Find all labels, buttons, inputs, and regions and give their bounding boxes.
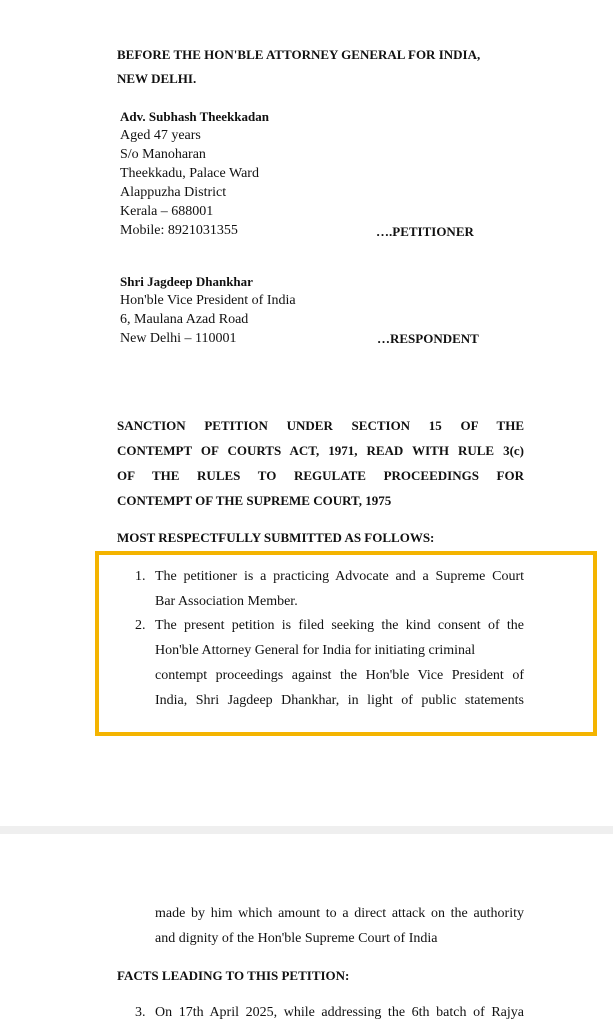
item-line: The petitioner is a practicing Advocate and a Supreme Court [155,569,524,584]
petitioner-detail: Aged 47 years [120,128,201,143]
item-line: contempt proceedings against the Hon'ble Vice President of [155,668,524,683]
submission-heading: MOST RESPECTFULLY SUBMITTED AS FOLLOWS: [117,530,435,545]
facts-heading: FACTS LEADING TO THIS PETITION: [117,968,350,983]
item-line: The present petition is filed seeking the kind consent of the [155,618,524,633]
heading-line-1: BEFORE THE HON'BLE ATTORNEY GENERAL FOR INDIA, [117,47,481,62]
respondent-detail: New Delhi – 110001 [120,331,237,346]
petition-title-line: SANCTION PETITION UNDER SECTION 15 OF THE [117,418,524,433]
petitioner-detail: Kerala – 688001 [120,204,214,219]
document-page-2 [0,834,613,1023]
respondent-name: Shri Jagdeep Dhankhar [120,274,253,289]
petition-title-line: OF THE RULES TO REGULATE PROCEEDINGS FOR [117,468,524,483]
continuation-line: and dignity of the Hon'ble Supreme Court of India [155,931,438,946]
respondent-role: …RESPONDENT [377,331,479,346]
item-line: India, Shri Jagdeep Dhankhar, in light of public statements [155,693,524,708]
petitioner-role: ….PETITIONER [376,224,474,239]
item-line: On 17th April 2025, while addressing the 6th batch of Rajya [155,1005,524,1020]
petitioner-detail: S/o Manoharan [120,147,206,162]
heading-line-2: NEW DELHI. [117,71,197,86]
respondent-detail: 6, Maulana Azad Road [120,312,249,327]
petitioner-name: Adv. Subhash Theekkadan [120,109,269,124]
continuation-line: made by him which amount to a direct attack on the authority [155,906,524,921]
petitioner-detail: Theekkadu, Palace Ward [120,166,259,181]
item-line: Bar Association Member. [155,594,298,609]
item-number: 3. [135,1005,146,1020]
item-number: 2. [135,618,146,633]
petitioner-detail: Mobile: 8921031355 [120,223,238,238]
item-line: Hon'ble Attorney General for India for initiating criminal [155,643,476,658]
petitioner-detail: Alappuzha District [120,185,227,200]
respondent-detail: Hon'ble Vice President of India [120,293,296,308]
item-number: 1. [135,569,146,584]
petition-title-line: CONTEMPT OF COURTS ACT, 1971, READ WITH RULE 3(c) [117,443,524,458]
page-separator [0,826,613,834]
petition-title-line: CONTEMPT OF THE SUPREME COURT, 1975 [117,493,392,508]
